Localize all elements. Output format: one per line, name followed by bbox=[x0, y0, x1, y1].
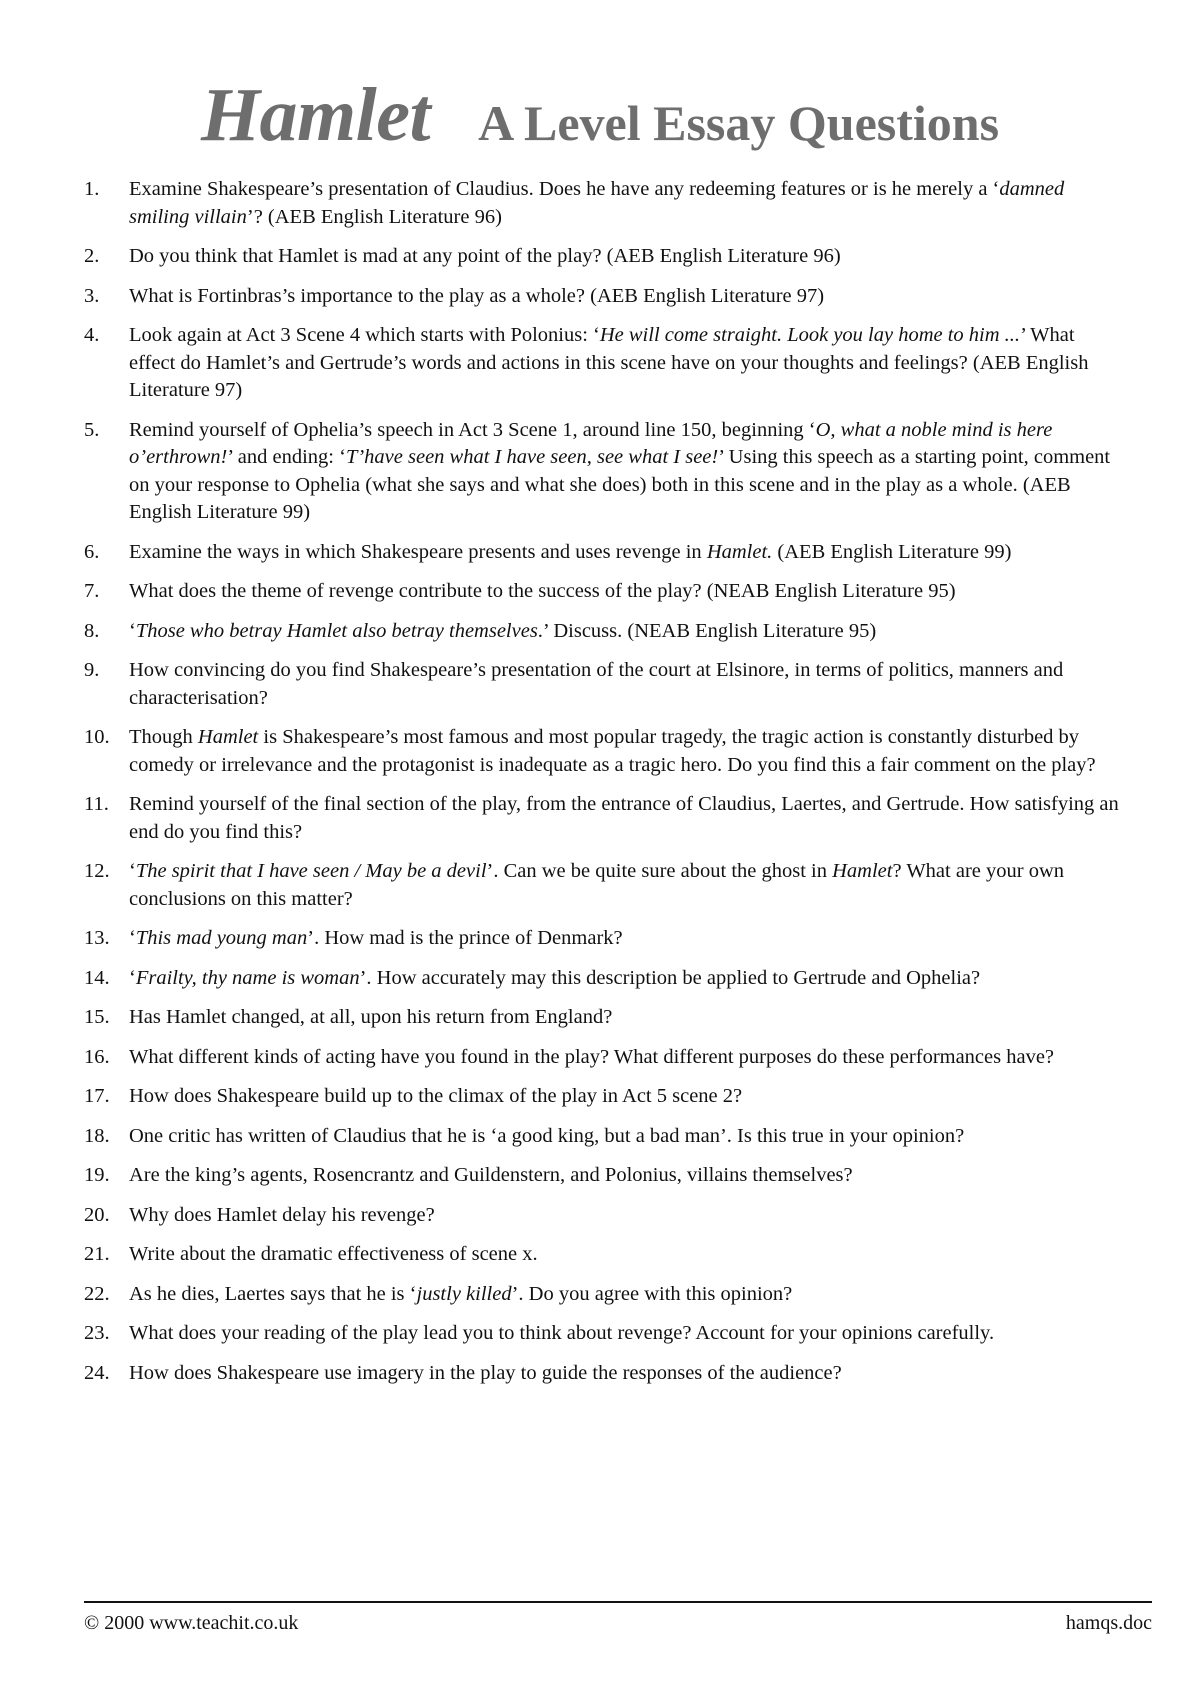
question-number: 22. bbox=[84, 1282, 110, 1305]
question-number: 19. bbox=[84, 1164, 110, 1186]
question-number: 14. bbox=[84, 966, 110, 989]
question-text-segment: Examine Shakespeare’s presentation of Claudius. Does he have any redeeming features or is he merely a ‘ bbox=[129, 178, 1000, 200]
question-text-segment: ‘ bbox=[129, 966, 136, 989]
question-item bbox=[84, 1162, 1120, 1190]
question-item bbox=[84, 1044, 1120, 1072]
question-text bbox=[129, 657, 1120, 712]
question-number: 9. bbox=[84, 659, 100, 681]
question-item bbox=[84, 1360, 1120, 1388]
question-quote: O, what a noble mind is here o’erthrown! bbox=[129, 418, 1053, 468]
question-quote: Frailty, thy name is woman bbox=[135, 966, 360, 989]
question-text-segment: How does Shakespeare use imagery in the play to guide the responses of the audience? bbox=[129, 1361, 842, 1384]
question-number: 6. bbox=[84, 540, 100, 563]
question-text bbox=[129, 1004, 1120, 1032]
question-number: 5. bbox=[84, 418, 100, 441]
question-number: 21. bbox=[84, 1243, 110, 1265]
question-item bbox=[84, 283, 1120, 311]
title-main: Hamlet bbox=[200, 73, 431, 157]
question-quote: The spirit that I have seen / May be a devil bbox=[135, 860, 487, 882]
question-text bbox=[129, 925, 1120, 953]
question-text bbox=[129, 243, 1120, 271]
footer-divider bbox=[84, 1601, 1152, 1603]
question-list bbox=[84, 176, 1120, 1399]
question-number: 7. bbox=[84, 580, 100, 602]
question-text-segment: What is Fortinbras’s importance to the play as a whole? (AEB English Literature 97) bbox=[129, 284, 825, 307]
question-text-segment: ’ and ending: ‘ bbox=[227, 446, 346, 468]
question-text-segment: Why does Hamlet delay his revenge? bbox=[129, 1203, 435, 1226]
question-item bbox=[84, 243, 1120, 271]
question-text bbox=[129, 1083, 1120, 1111]
question-number: 15. bbox=[84, 1006, 110, 1028]
question-text bbox=[129, 1281, 1120, 1309]
question-text bbox=[129, 1320, 1120, 1348]
question-text bbox=[129, 1202, 1120, 1230]
question-item bbox=[84, 1320, 1120, 1348]
question-item bbox=[84, 322, 1120, 405]
question-text-segment: ’. Do you agree with this opinion? bbox=[511, 1282, 793, 1305]
question-text-segment: One critic has written of Claudius that he is ‘a good king, but a bad man’. Is this true in your opinion? bbox=[129, 1124, 965, 1147]
question-text-segment: Do you think that Hamlet is mad at any point of the play? (AEB English Literature 96) bbox=[129, 245, 841, 267]
question-item bbox=[84, 578, 1120, 606]
question-text-segment: ’ What effect do Hamlet’s and Gertrude’s words and actions in this scene have on your thoughts and feelings? (AEB English Literature 97) bbox=[129, 324, 1089, 401]
page-title bbox=[0, 72, 1200, 159]
question-text bbox=[129, 858, 1120, 913]
question-item bbox=[84, 965, 1120, 993]
question-text bbox=[129, 539, 1120, 567]
question-text-segment: ’? (AEB English Literature 96) bbox=[246, 205, 502, 228]
question-text-segment: Look again at Act 3 Scene 4 which starts with Polonius: ‘ bbox=[129, 324, 600, 346]
question-text-segment: What different kinds of acting have you found in the play? What different purposes do these performances have? bbox=[129, 1045, 1055, 1068]
question-text bbox=[129, 176, 1120, 231]
question-quote: Hamlet bbox=[197, 726, 259, 748]
question-item bbox=[84, 1083, 1120, 1111]
question-number: 4. bbox=[84, 324, 100, 346]
question-number: 10. bbox=[84, 726, 110, 748]
question-item bbox=[84, 176, 1120, 231]
question-number: 17. bbox=[84, 1085, 110, 1107]
question-text bbox=[129, 417, 1120, 527]
question-quote: He will come straight. Look you lay home to him ... bbox=[599, 324, 1021, 346]
question-text-segment: What does the theme of revenge contribute to the success of the play? (NEAB English Literature 95) bbox=[129, 580, 956, 602]
question-text bbox=[129, 1044, 1120, 1072]
question-text-segment: ’ Using this speech as a starting point, comment on your response to Ophelia (what she says and what she does) both in this scene and in the play as a whole. (AEB English Literature 99) bbox=[129, 446, 1111, 523]
question-item bbox=[84, 724, 1120, 779]
question-number: 16. bbox=[84, 1045, 110, 1068]
question-quote: justly killed bbox=[416, 1282, 512, 1305]
question-text-segment: ‘ bbox=[129, 927, 136, 949]
question-quote: T’have seen what I have seen, see what I see! bbox=[345, 446, 719, 468]
question-text bbox=[129, 1360, 1120, 1388]
question-item bbox=[84, 1202, 1120, 1230]
question-number: 20. bbox=[84, 1203, 110, 1226]
question-item bbox=[84, 539, 1120, 567]
question-number: 1. bbox=[84, 178, 100, 200]
question-text-segment: Examine the ways in which Shakespeare presents and uses revenge in bbox=[129, 540, 707, 563]
question-number: 12. bbox=[84, 860, 110, 882]
question-quote: This mad young man bbox=[135, 927, 308, 949]
footer-copyright: © 2000 www.teachit.co.uk bbox=[84, 1612, 299, 1634]
question-number: 18. bbox=[84, 1124, 110, 1147]
question-item bbox=[84, 1004, 1120, 1032]
question-quote: damned smiling villain bbox=[129, 178, 1065, 228]
question-text bbox=[129, 618, 1120, 646]
question-text-segment: is Shakespeare’s most famous and most popular tragedy, the tragic action is constantly disturbed by comedy or irrelevance and the protagonist is inadequate as a tragic hero. Do you find this a fair comment on the play? bbox=[129, 726, 1096, 776]
question-item bbox=[84, 858, 1120, 913]
question-item bbox=[84, 657, 1120, 712]
question-text bbox=[129, 965, 1120, 993]
question-text-segment: (AEB English Literature 99) bbox=[772, 540, 1012, 563]
question-number: 13. bbox=[84, 927, 110, 949]
question-text-segment: ’. Can we be quite sure about the ghost in bbox=[486, 860, 833, 882]
question-item bbox=[84, 925, 1120, 953]
question-text bbox=[129, 1123, 1120, 1151]
question-text-segment: Remind yourself of the final section of the play, from the entrance of Claudius, Laertes, and Gertrude. How satisfying an end do you find this? bbox=[129, 793, 1119, 843]
question-number: 23. bbox=[84, 1322, 110, 1344]
question-text bbox=[129, 791, 1120, 846]
question-text-segment: Write about the dramatic effectiveness of scene x. bbox=[129, 1243, 538, 1265]
question-number: 2. bbox=[84, 245, 100, 267]
question-text-segment: Are the king’s agents, Rosencrantz and Guildenstern, and Polonius, villains themselves? bbox=[129, 1164, 853, 1186]
question-item bbox=[84, 1241, 1120, 1269]
question-quote: Hamlet. bbox=[706, 540, 773, 563]
question-quote: Hamlet bbox=[832, 860, 893, 882]
question-item bbox=[84, 1123, 1120, 1151]
question-text-segment: ’. How mad is the prince of Denmark? bbox=[307, 927, 623, 949]
question-item bbox=[84, 791, 1120, 846]
question-number: 8. bbox=[84, 619, 100, 642]
question-text-segment: ’. How accurately may this description be applied to Gertrude and Ophelia? bbox=[359, 966, 981, 989]
question-text-segment: ‘ bbox=[129, 860, 136, 882]
question-text-segment: How convincing do you find Shakespeare’s presentation of the court at Elsinore, in terms of politics, manners and characterisation? bbox=[129, 659, 1064, 709]
question-item bbox=[84, 1281, 1120, 1309]
question-text-segment: Has Hamlet changed, at all, upon his return from England? bbox=[129, 1006, 613, 1028]
question-text bbox=[129, 578, 1120, 606]
question-text bbox=[129, 322, 1120, 405]
question-text bbox=[129, 283, 1120, 311]
footer-filename: hamqs.doc bbox=[1065, 1612, 1152, 1634]
question-text-segment: ‘ bbox=[129, 619, 136, 642]
title-subtitle: A Level Essay Questions bbox=[478, 95, 1000, 151]
question-text-segment: ? What are your own conclusions on this matter? bbox=[129, 860, 1064, 910]
question-number: 11. bbox=[84, 793, 109, 815]
question-number: 24. bbox=[84, 1361, 110, 1384]
question-text-segment: .’ Discuss. (NEAB English Literature 95) bbox=[537, 619, 877, 642]
question-text-segment: As he dies, Laertes says that he is ‘ bbox=[129, 1282, 417, 1305]
question-text-segment: What does your reading of the play lead you to think about revenge? Account for your opinions carefully. bbox=[129, 1322, 995, 1344]
question-item bbox=[84, 417, 1120, 527]
question-text bbox=[129, 1162, 1120, 1190]
question-text bbox=[129, 1241, 1120, 1269]
question-text-segment: How does Shakespeare build up to the climax of the play in Act 5 scene 2? bbox=[129, 1085, 743, 1107]
question-text bbox=[129, 724, 1120, 779]
question-text-segment: Remind yourself of Ophelia’s speech in Act 3 Scene 1, around line 150, beginning ‘ bbox=[129, 418, 816, 441]
question-quote: Those who betray Hamlet also betray themselves bbox=[135, 619, 538, 642]
question-text-segment: Though bbox=[129, 726, 198, 748]
question-number: 3. bbox=[84, 284, 100, 307]
question-item bbox=[84, 618, 1120, 646]
